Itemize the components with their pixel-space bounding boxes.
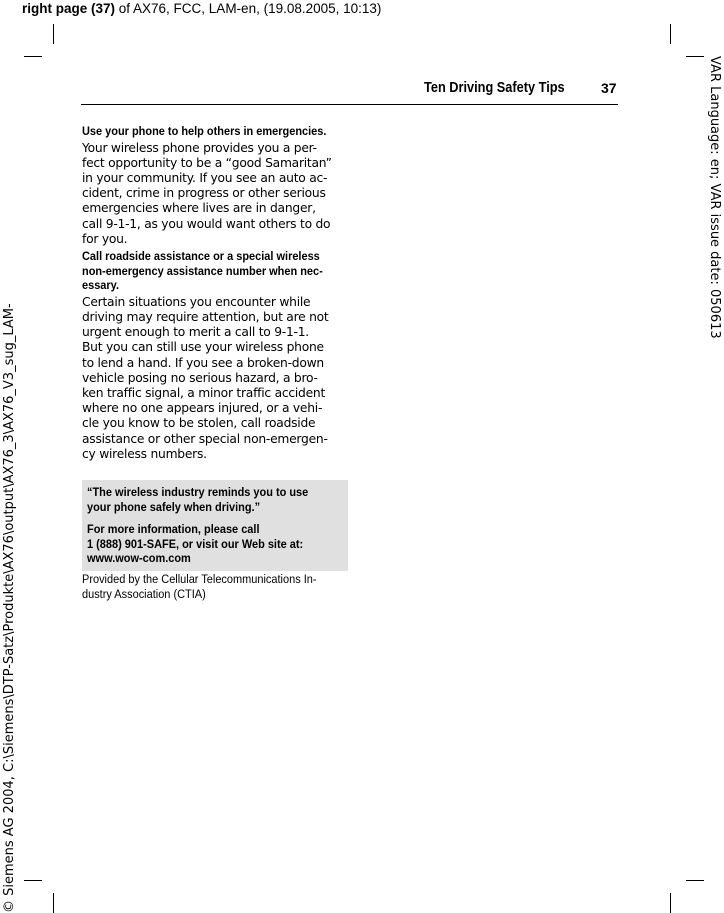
note-quote: “The wireless industry reminds you to use your phone safely when driving.” [87, 485, 309, 514]
section-heading-emergencies: Use your phone to help others in emergencies. [82, 124, 327, 138]
side-text-left: © Siemens AG 2004, C:\Siemens\DTP-Satz\Produkte\AX76\output\AX76_3\AX76_V3_sug_LAM- [2, 303, 17, 913]
running-header-title: Ten Driving Safety Tips [424, 80, 565, 96]
side-text-right: VAR Language: en; VAR issue date: 050613 [707, 56, 722, 339]
proof-header [22, 1, 381, 16]
crop-mark [24, 56, 42, 57]
section-heading-roadside: Call roadside assistance or a special wireless non-emergency assistance number when nec- essary. [82, 249, 323, 293]
text-column [82, 124, 350, 462]
credit-line: Provided by the Cellular Telecommunications In- dustry Association (CTIA) [82, 572, 317, 601]
note-box [82, 480, 348, 571]
crop-mark [24, 880, 42, 881]
crop-mark [686, 56, 704, 57]
crop-mark [670, 893, 671, 913]
header-rule [81, 104, 618, 105]
crop-mark [53, 893, 54, 913]
crop-mark [53, 24, 54, 44]
proof-header-page: right page (37) [22, 1, 116, 16]
page-number: 37 [601, 80, 617, 96]
note-info: For more information, please call 1 (888) 901-SAFE, or visit our Web site at: www.wow-com.com [87, 522, 304, 566]
section-body-emergencies: Your wireless phone provides you a per- fect opportunity to be a “good Samaritan” in your community. If you see an auto ac- cident, crime in progress or other serious emergencies where lives are in danger, call 9-1-1, as you would want others to do for you. [82, 140, 332, 246]
crop-mark [670, 24, 671, 44]
crop-mark [686, 880, 704, 881]
section-body-roadside: Certain situations you encounter while driving may require attention, but are not urgent enough to merit a call to 9-1-1. But you can still use your wireless phone to lend a hand. If you see a broken-down vehicle posing no serious hazard, a bro- ken traffic signal, a minor traffic accident where no one appears injured, or a vehi- cle you know to be stolen, call roadside assistance or other special non-emergen- cy wireless numbers. [82, 294, 329, 461]
proof-header-details: of AX76, FCC, LAM-en, (19.08.2005, 10:13) [115, 1, 382, 16]
